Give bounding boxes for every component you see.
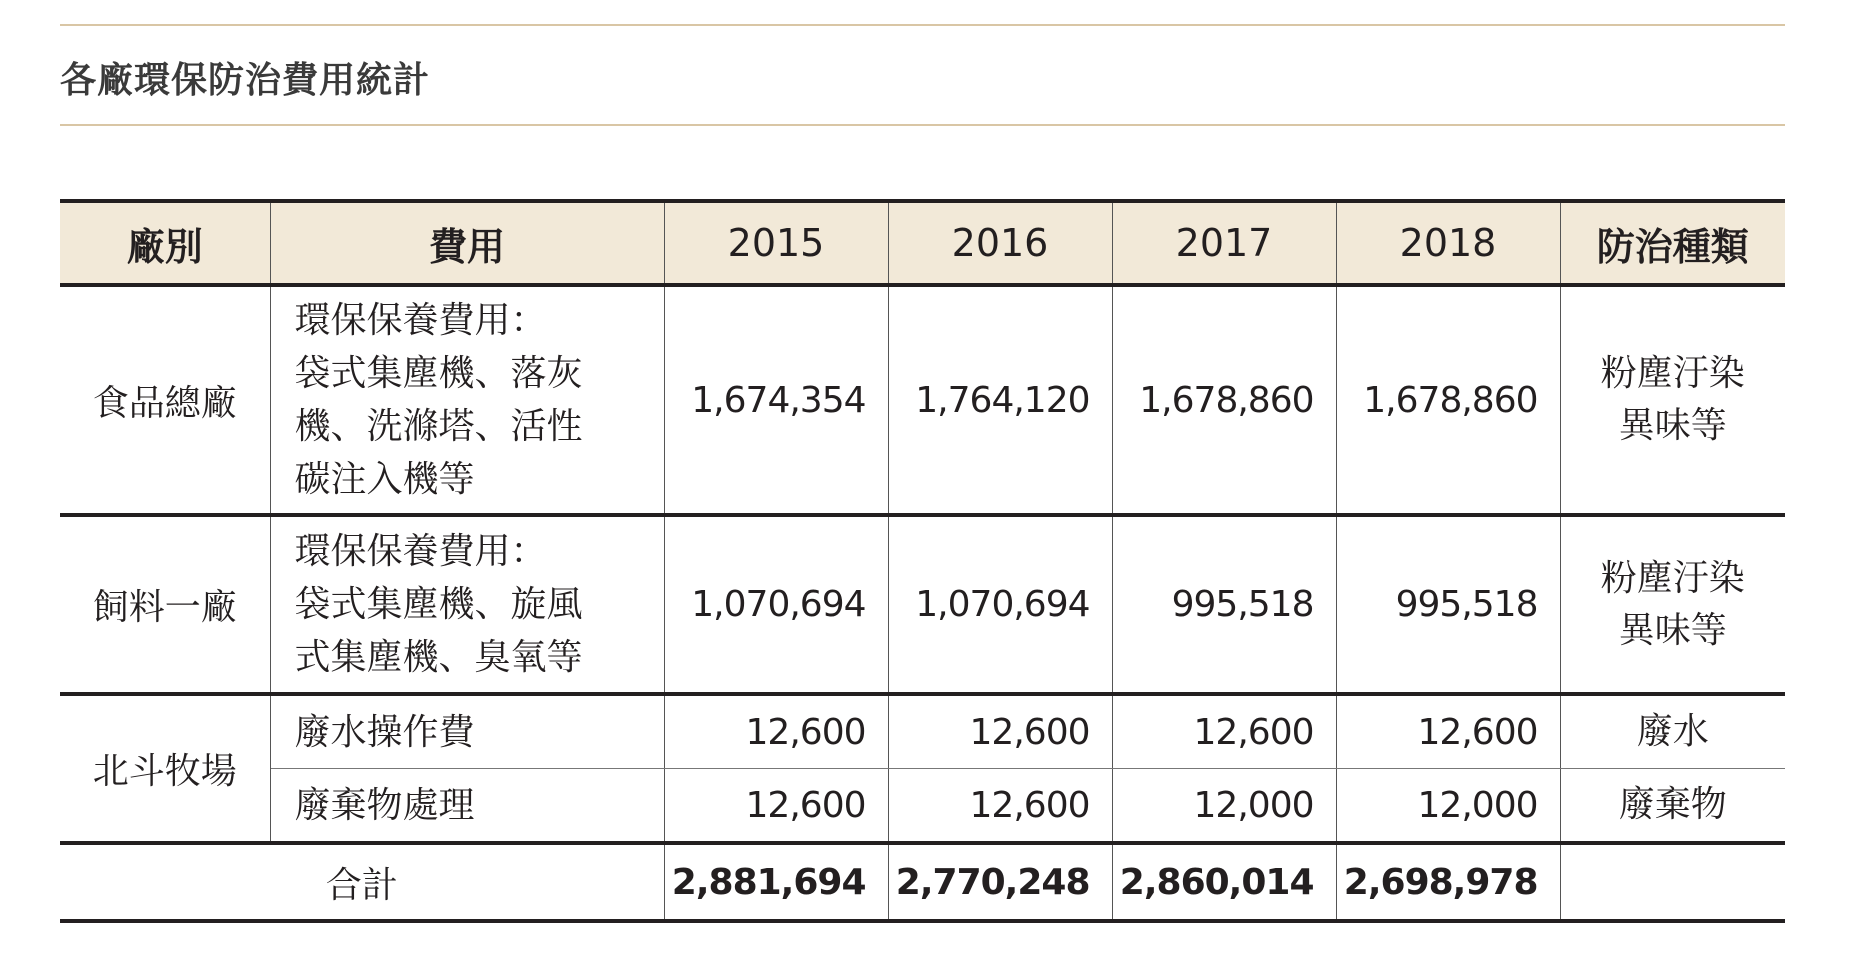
- value-2017: 12,600: [1112, 694, 1336, 769]
- header-row: [60, 201, 1785, 285]
- plant-name: 北斗牧場: [60, 694, 270, 843]
- header-plant: 廠別: [60, 201, 270, 285]
- total-2018: 2,698,978: [1336, 843, 1560, 921]
- value-2018: 12,000: [1336, 769, 1560, 844]
- cost-table: [60, 199, 1785, 923]
- top-rule: [60, 24, 1785, 26]
- value-2016: 12,600: [888, 694, 1112, 769]
- header-2018: 2018: [1336, 201, 1560, 285]
- table-row: [60, 515, 1785, 694]
- cost-line: 機、洗滌塔、活性: [294, 406, 583, 447]
- total-type-empty: [1560, 843, 1785, 921]
- table-row: [60, 694, 1785, 769]
- cost-line: 環保保養費用：: [294, 531, 547, 572]
- header-2015: 2015: [664, 201, 888, 285]
- cost-description: [270, 285, 664, 515]
- value-2017: 1,678,860: [1112, 285, 1336, 515]
- total-label: 合計: [60, 843, 664, 921]
- value-2018: 12,600: [1336, 694, 1560, 769]
- cost-line: 環保保養費用：: [294, 300, 547, 341]
- header-type: 防治種類: [1560, 201, 1785, 285]
- type-line: 粉塵汙染: [1600, 557, 1745, 599]
- value-2018: 995,518: [1336, 515, 1560, 694]
- header-2017: 2017: [1112, 201, 1336, 285]
- table-row: [60, 769, 1785, 844]
- cost-description: [270, 515, 664, 694]
- value-2016: 12,600: [888, 769, 1112, 844]
- value-2015: 12,600: [664, 694, 888, 769]
- value-2015: 1,070,694: [664, 515, 888, 694]
- cost-line: 碳注入機等: [294, 459, 475, 500]
- value-2015: 12,600: [664, 769, 888, 844]
- type-line: 粉塵汙染: [1600, 353, 1745, 394]
- page-title: 各廠環保防治費用統計: [60, 60, 431, 101]
- total-2016: 2,770,248: [888, 843, 1112, 921]
- plant-name: 飼料一廠: [60, 515, 270, 694]
- value-2017: 995,518: [1112, 515, 1336, 694]
- total-2015: 2,881,694: [664, 843, 888, 921]
- title-rule: [60, 124, 1785, 126]
- total-row: [60, 843, 1785, 921]
- table-row: [60, 285, 1785, 515]
- cost-description: 廢水操作費: [270, 694, 664, 769]
- cost-line: 袋式集塵機、旋風: [294, 584, 583, 625]
- value-2016: 1,764,120: [888, 285, 1112, 515]
- value-2015: 1,674,354: [664, 285, 888, 515]
- prevention-type: [1560, 285, 1785, 515]
- prevention-type: 廢棄物: [1560, 769, 1785, 844]
- cost-line: 式集塵機、臭氧等: [294, 637, 583, 678]
- value-2016: 1,070,694: [888, 515, 1112, 694]
- header-cost: 費用: [270, 201, 664, 285]
- prevention-type: 廢水: [1560, 694, 1785, 769]
- total-2017: 2,860,014: [1112, 843, 1336, 921]
- type-line: 異味等: [1618, 405, 1727, 446]
- cost-description: 廢棄物處理: [270, 769, 664, 844]
- value-2018: 1,678,860: [1336, 285, 1560, 515]
- cost-line: 袋式集塵機、落灰: [294, 353, 583, 394]
- prevention-type: [1560, 515, 1785, 694]
- value-2017: 12,000: [1112, 769, 1336, 844]
- plant-name: 食品總廠: [60, 285, 270, 515]
- header-2016: 2016: [888, 201, 1112, 285]
- type-line: 異味等: [1618, 609, 1727, 651]
